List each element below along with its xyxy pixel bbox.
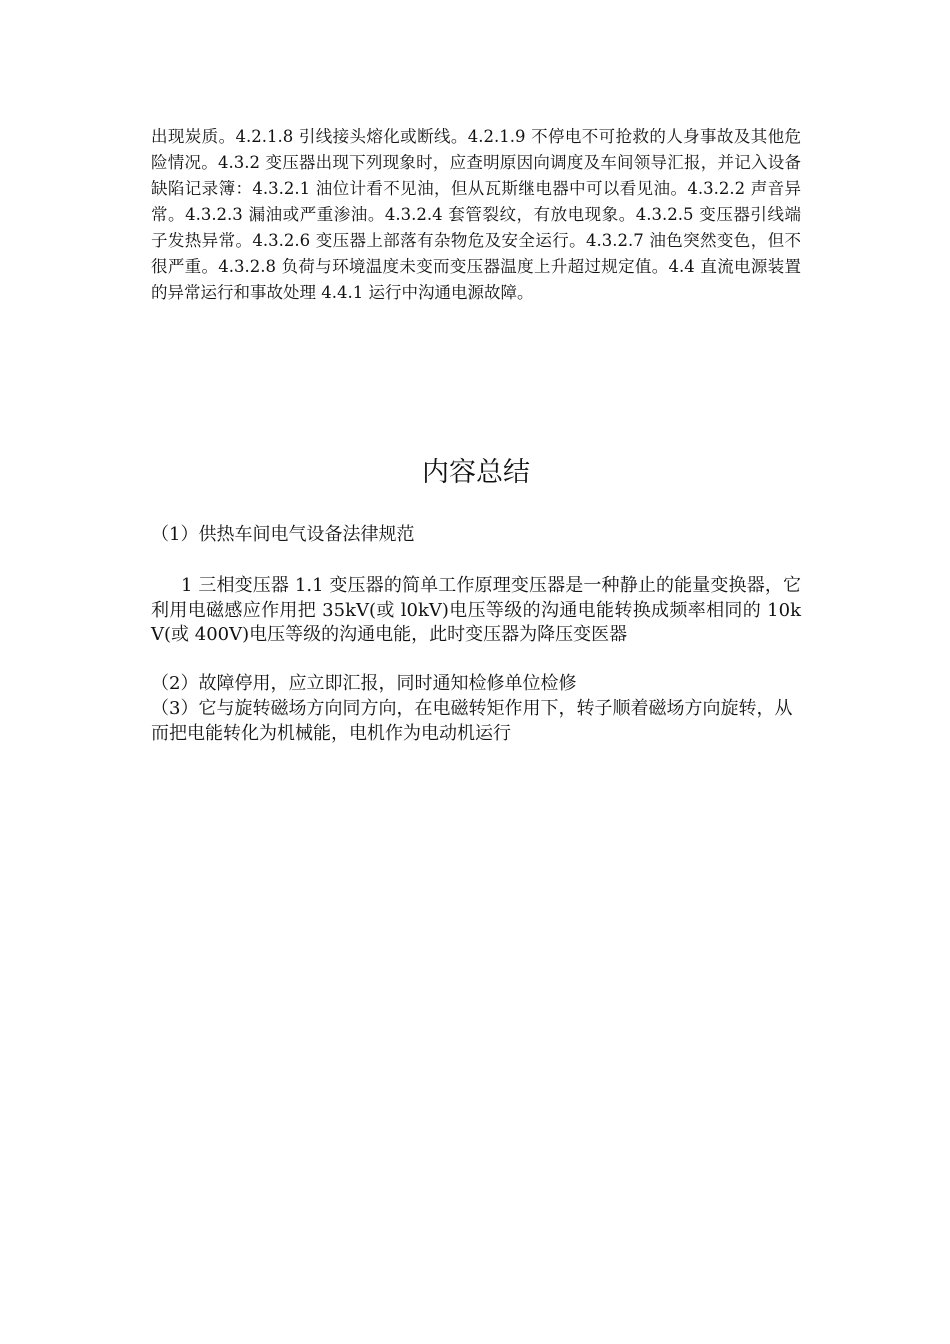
summary-item-3: （3）它与旋转磁场方向同方向，在电磁转矩作用下，转子顺着磁场方向旋转，从而把电能转化为机械能，电机作为电动机运行 (151, 698, 793, 744)
summary-heading: 内容总结 (422, 457, 530, 488)
summary-item-1: （1）供热车间电气设备法律规范 (151, 524, 415, 545)
intro-paragraph: 出现炭质。4.2.1.8 引线接头熔化或断线。4.2.1.9 不停电不可抢救的人身事故及其他危险情况。4.3.2 变压器出现下列现象时，应查明原因向调度及车间领导汇报，并记入设备缺陷记录簿：4.3.2.1 油位计看不见油，但从瓦斯继电器中可以看见油。4.3.2.2 声音异常。4.3.2.3 漏油或严重渗油。4.3.2.4 套管裂纹，有放电现象。4.3.2.5 变压器引线端子发热异常。4.3.2.6 变压器上部落有杂物危及安全运行。4.3.2.7 油色突然变色，但不很严重。4.3.2.8 负荷与环境温度未变而变压器温度上升超过规定值。4.4 直流电源装置的异常运行和事故处理 4.4.1 运行中沟通电源故障。 (151, 127, 801, 302)
summary-item-2: （2）故障停用，应立即汇报，同时通知检修单位检修 (151, 673, 577, 694)
summary-body-paragraph: 1 三相变压器 1.1 变压器的简单工作原理变压器是一种静止的能量变换器，它利用电磁感应作用把 35kV(或 l0kV)电压等级的沟通电能转换成频率相同的 10kV(或 400V)电压等级的沟通电能，此时变压器为降压变医器 (151, 575, 801, 645)
